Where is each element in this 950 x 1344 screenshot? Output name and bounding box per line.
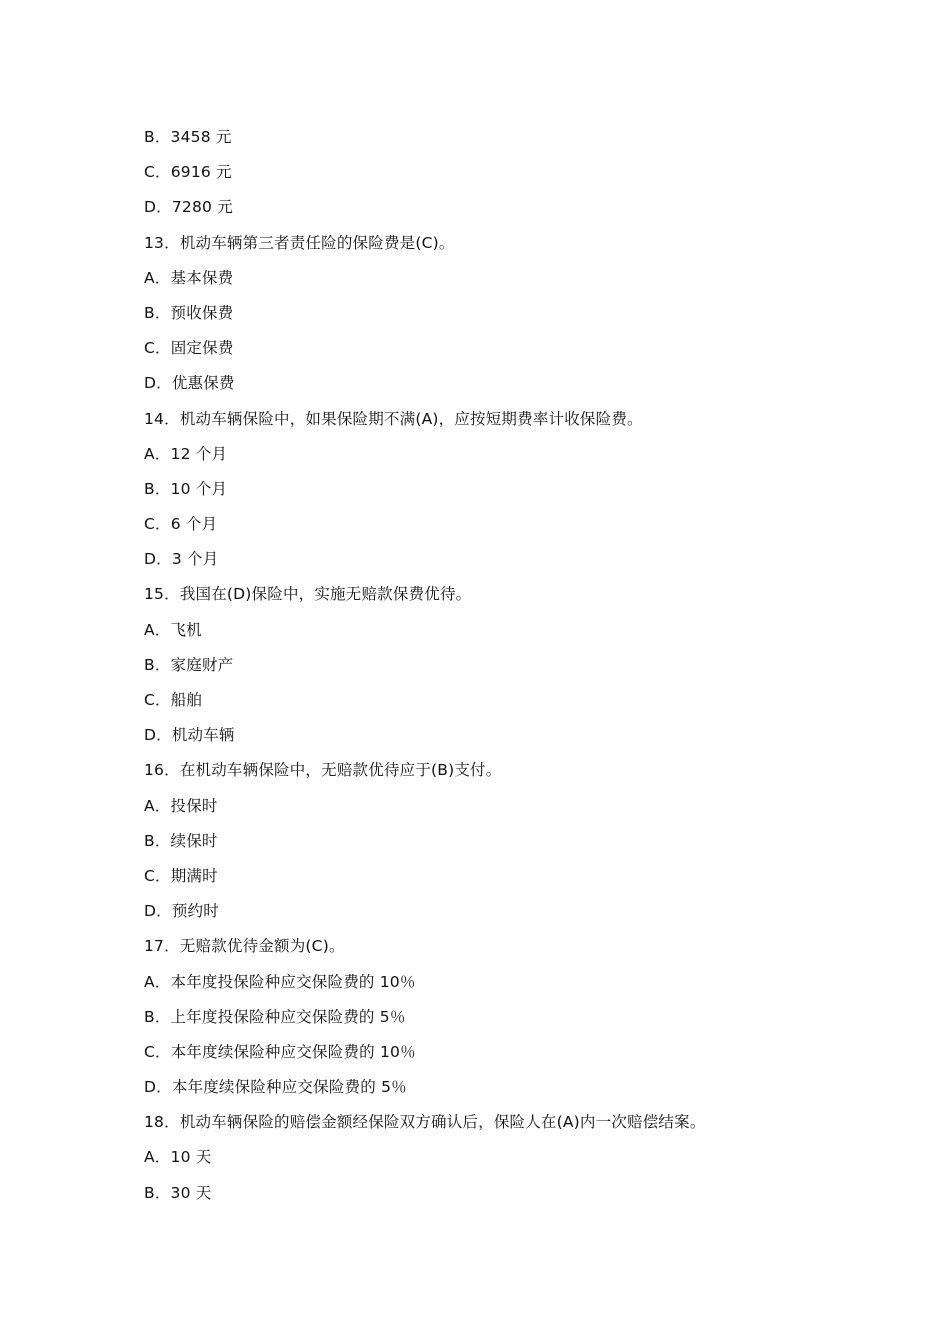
option-line: D．优惠保费 — [144, 374, 235, 393]
option-line: B．上年度投保险种应交保险费的 5％ — [144, 1007, 406, 1026]
question-line: 17．无赔款优待金额为(C)。 — [144, 937, 345, 956]
option-line: D．本年度续保险种应交保险费的 5％ — [144, 1078, 407, 1097]
option-line: C．6916 元 — [144, 163, 232, 182]
option-line: B．3458 元 — [144, 128, 232, 146]
question-line: 16．在机动车辆保险中，无赔款优待应于(B)支付。 — [144, 761, 502, 780]
question-line: 14．机动车辆保险中，如果保险期不满(A)，应按短期费率计收保险费。 — [144, 409, 643, 428]
option-line: B．10 个月 — [144, 479, 228, 498]
option-line: A．飞机 — [144, 620, 202, 639]
option-line: A．本年度投保险种应交保险费的 10％ — [144, 972, 416, 991]
option-line: C．本年度续保险种应交保险费的 10％ — [144, 1042, 416, 1061]
option-line: C．6 个月 — [144, 515, 218, 534]
question-line: 15．我国在(D)保险中，实施无赔款保费优待。 — [144, 585, 472, 604]
option-line: B．预收保费 — [144, 303, 234, 322]
option-line: C．期满时 — [144, 866, 218, 885]
question-line: 13．机动车辆第三者责任险的保险费是(C)。 — [144, 233, 455, 252]
option-line: B．30 天 — [144, 1183, 212, 1202]
document-body — [144, 124, 824, 1215]
question-line: 18．机动车辆保险的赔偿金额经保险双方确认后，保险人在(A)内一次赔偿结案。 — [144, 1113, 706, 1132]
option-line: C．船舶 — [144, 691, 203, 709]
option-line: B．家庭财产 — [144, 655, 234, 674]
option-line: D．机动车辆 — [144, 726, 235, 745]
option-line: D．预约时 — [144, 902, 219, 921]
option-line: D．7280 元 — [144, 198, 233, 217]
option-line: A．12 个月 — [144, 444, 228, 463]
option-line: A．10 天 — [144, 1148, 212, 1167]
option-line: D．3 个月 — [144, 550, 219, 569]
option-line: A．基本保费 — [144, 268, 234, 287]
option-line: B．续保时 — [144, 831, 218, 850]
option-line: A．投保时 — [144, 796, 218, 815]
option-line: C．固定保费 — [144, 339, 234, 358]
